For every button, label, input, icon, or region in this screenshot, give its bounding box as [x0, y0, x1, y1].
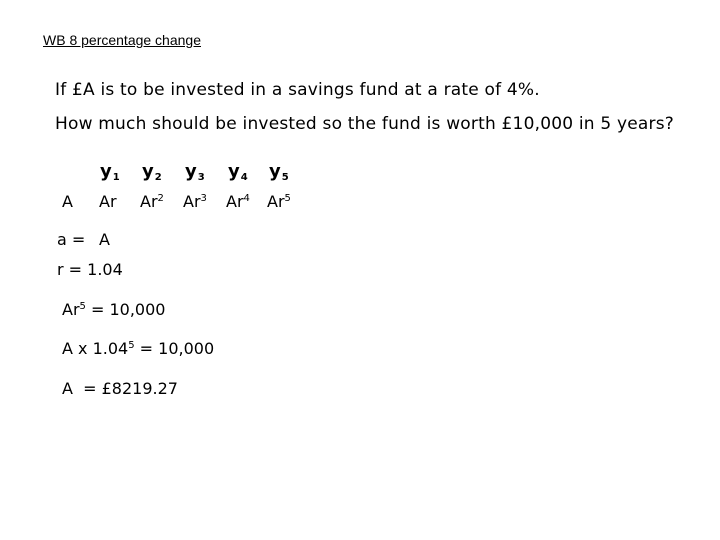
year-3-header: $y_3$: [185, 161, 205, 183]
slide-heading: WB 8 percentage change: [43, 32, 201, 48]
year-1-header: $y_1$: [100, 161, 120, 183]
a-value: A: [99, 230, 110, 249]
answer-line: A = £8219.27: [62, 379, 178, 398]
equation-2: A x $1.04^5 = 10,000$: [62, 339, 215, 358]
a-label: a =: [57, 230, 86, 249]
term-year-3: Ar$^3$: [183, 192, 207, 211]
term-year-5: Ar$^5$: [267, 192, 291, 211]
year-2-header: $y_2$: [142, 161, 162, 183]
term-year-4: Ar$^4$: [226, 192, 250, 211]
term-year-2: Ar$^2$: [140, 192, 164, 211]
year-4-header: $y_4$: [228, 161, 248, 183]
start-amount: A: [62, 192, 73, 211]
r-line: r = 1.04: [57, 260, 123, 279]
question-line-1: If £A is to be invested in a savings fund at a rate of 4%.: [55, 80, 540, 100]
year-5-header: $y_5$: [269, 161, 289, 183]
question-line-2: How much should be invested so the fund is worth £10,000 in 5 years?: [55, 114, 674, 134]
equation-1: $Ar^5 = 10,000$: [62, 300, 166, 319]
term-year-1: Ar: [99, 192, 117, 211]
